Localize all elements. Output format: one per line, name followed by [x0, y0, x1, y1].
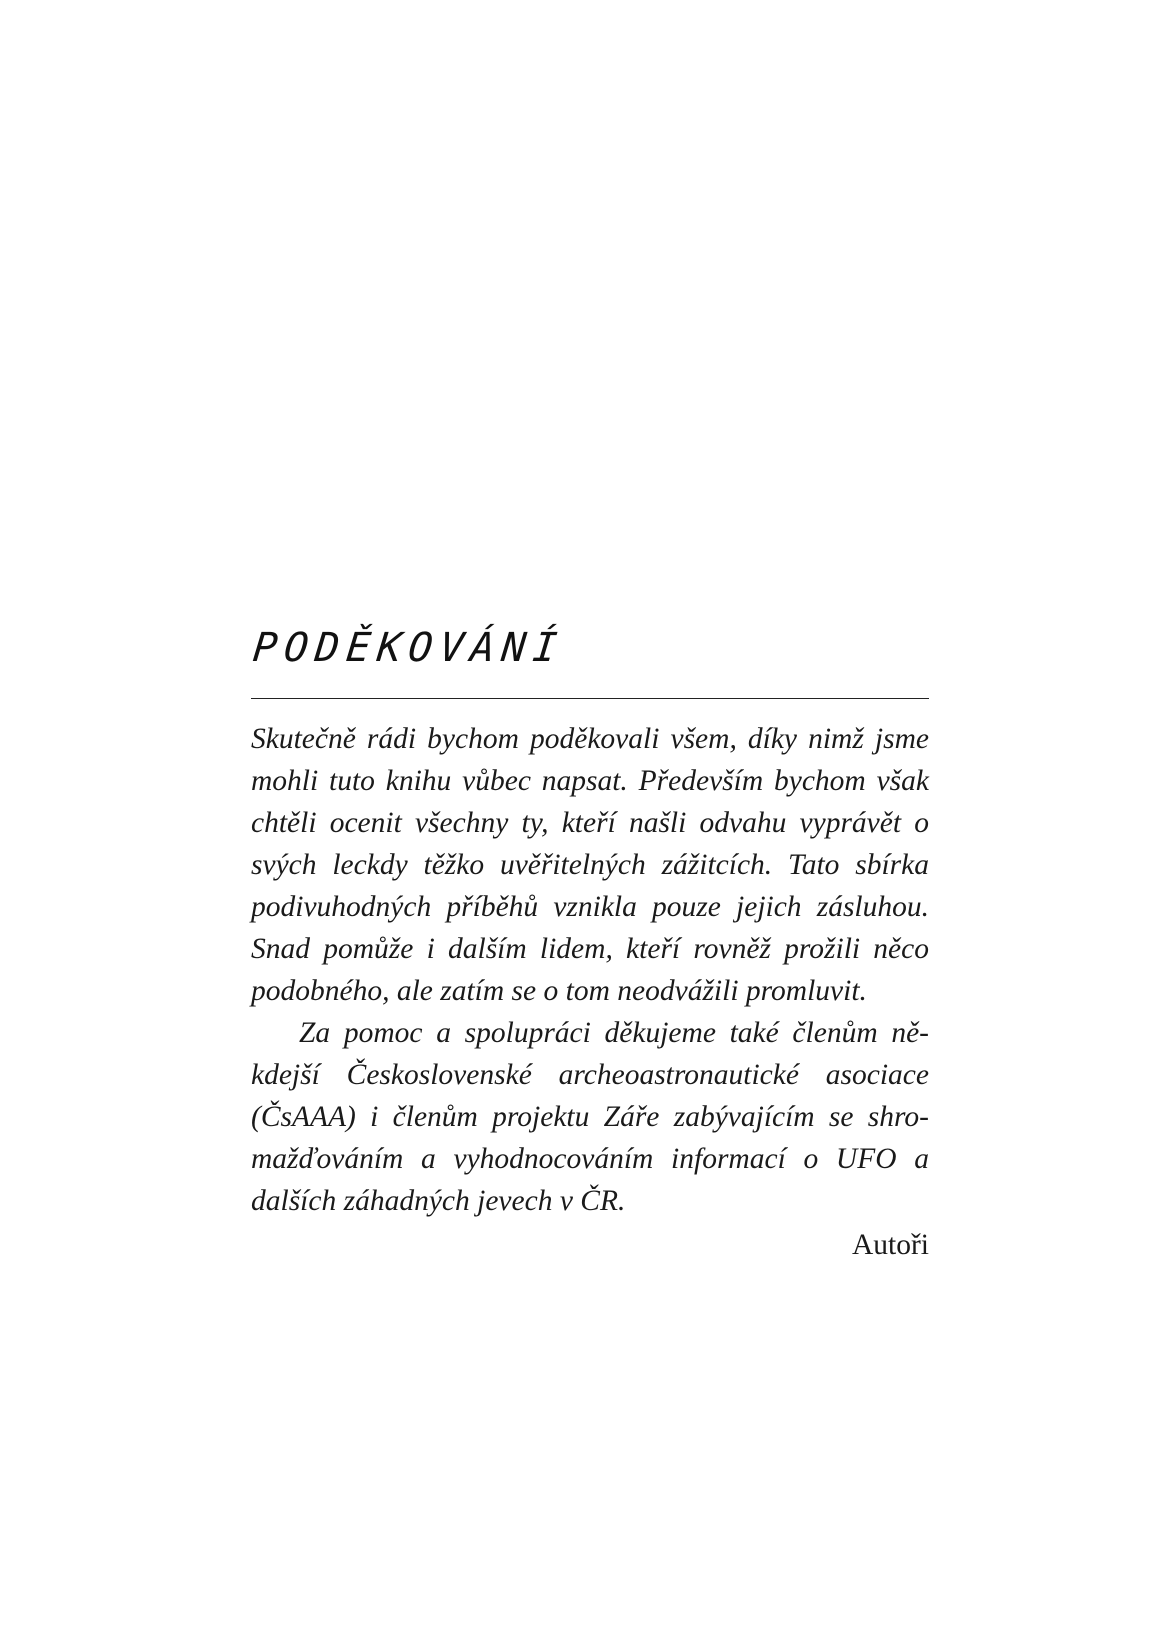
paragraph: Skutečně rádi bychom poděkovali všem, díky nimž jsme mohli tuto knihu vůbec napsat. Především bychom však chtěli ocenit všechny ty, kteří našli odvahu vyprávět o svých leckdy těžko uvěřitelných zážitcích. Tato sbírka podivuhodných příběhů vznikla pouze jejich zásluhou. Snad pomůže i dalším lidem, kteří rovněž prožili něco podobného, ale zatím se o tom neodvážili promluvit. [251, 723, 929, 1007]
acknowledgement-text [251, 718, 929, 1222]
heading-rule [251, 698, 929, 699]
signature: Autoři [851, 1229, 929, 1261]
chapter-heading: PODĚKOVÁNÍ [250, 625, 567, 671]
paragraph: Za pomoc a spolupráci děkujeme také členům někdejší Československé archeoastronautické asociace (ČsAAA) i členům projektu Záře zabývajícím se shromažďováním a vyhodnocováním informací o UFO a dalších záhadných jevech v ČR. [251, 1017, 929, 1217]
